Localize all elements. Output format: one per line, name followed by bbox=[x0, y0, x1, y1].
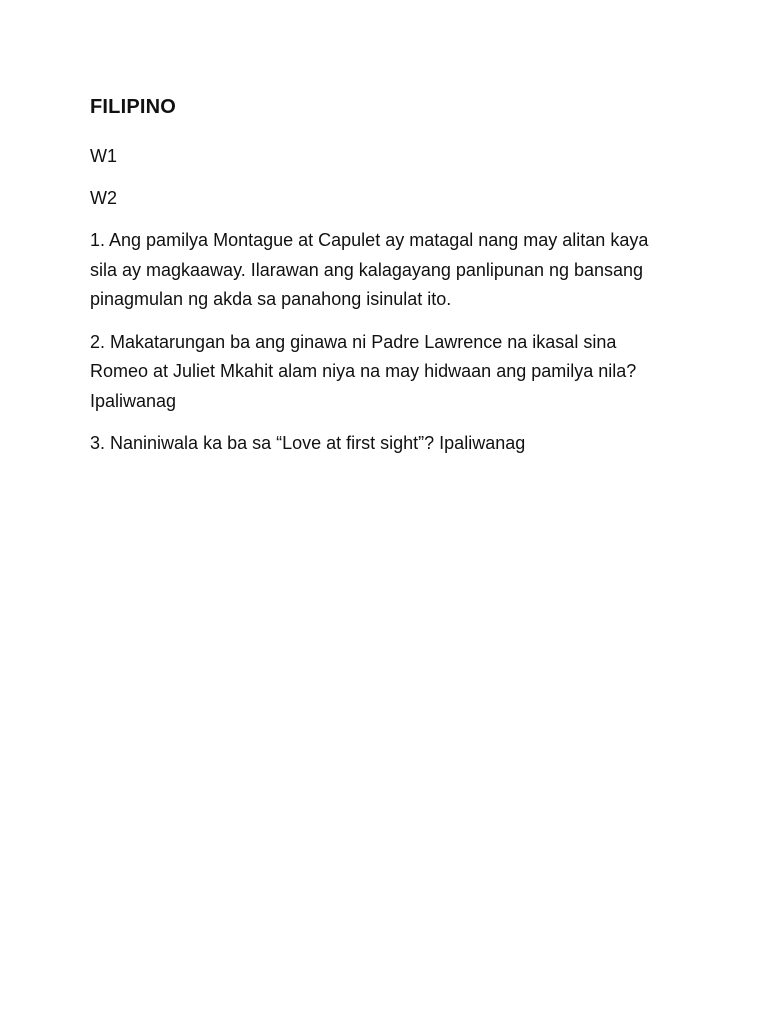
question-3: 3. Naniniwala ka ba sa “Love at first sight”? Ipaliwanag bbox=[90, 433, 526, 453]
week-label-1: W1 bbox=[90, 146, 117, 166]
week-label-2: W2 bbox=[90, 188, 117, 208]
document-title: FILIPINO bbox=[90, 96, 177, 118]
question-1: 1. Ang pamilya Montague at Capulet ay matagal nang may alitan kaya sila ay magkaaway. Ilarawan ang kalagayang panlipunan ng bansang pinagmulan ng akda sa panahong isinulat ito. bbox=[90, 230, 649, 309]
question-2: 2. Makatarungan ba ang ginawa ni Padre Lawrence na ikasal sina Romeo at Juliet Mkahit alam niya na may hidwaan ang pamilya nila? Ipaliwanag bbox=[90, 331, 637, 411]
